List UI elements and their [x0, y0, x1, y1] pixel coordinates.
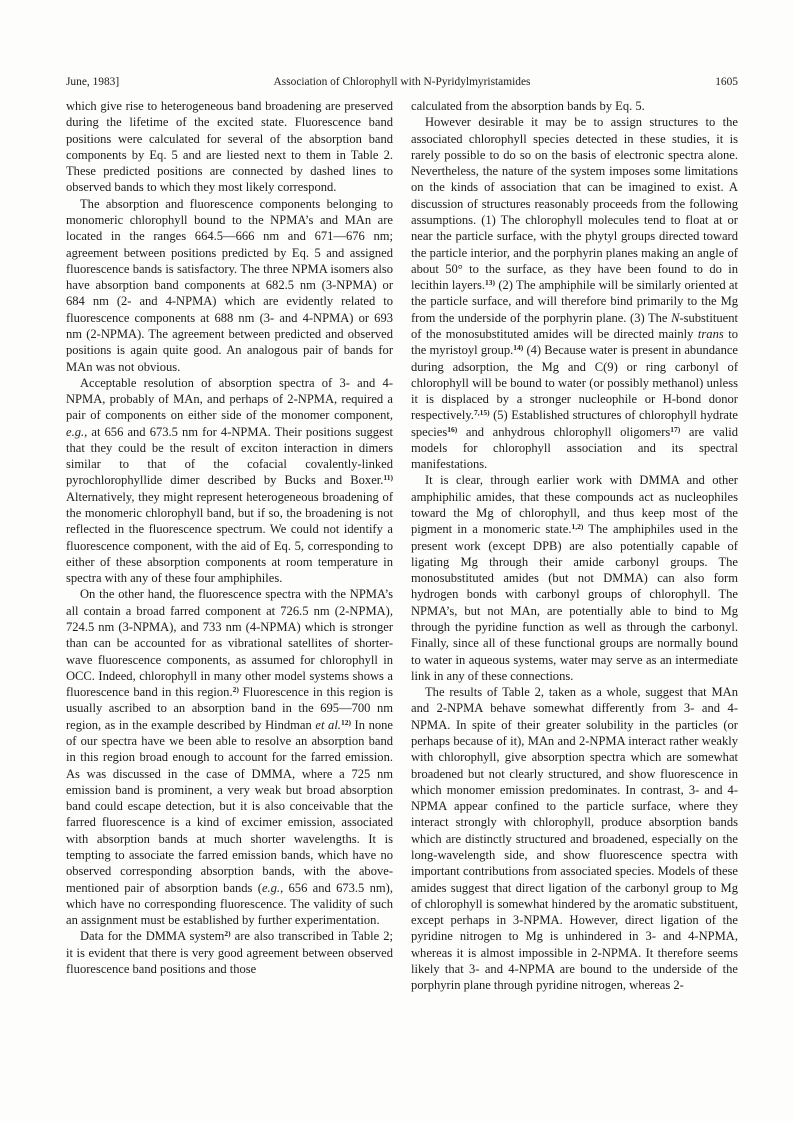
- reference-marker: 1,2): [571, 522, 584, 532]
- italic-text: e.g.: [66, 424, 85, 439]
- left-text-column: [66, 98, 393, 977]
- reference-marker: 13): [485, 278, 496, 288]
- text-run: calculated from the absorption bands by Eq. 5.: [411, 99, 645, 113]
- issue-date: June, 1983]: [66, 76, 120, 88]
- text-run: (2) The amphiphile will be similarly oriented at the particle surface, and will therefore bind primarily to the Mg from the underside of the porphyrin plane. (3) The: [411, 278, 738, 325]
- text-run: (4) Because water is present in abundance during adsorption, the Mg and C(9) or ring carbonyl of chlorophyll will be bound to water (or possibly methanol) unless it is displaced by a stronger nucleophile or H-bond donor respectively.: [411, 343, 738, 423]
- reference-marker: 11): [383, 473, 393, 483]
- reference-marker: 2): [224, 929, 231, 939]
- page-number: 1605: [715, 76, 738, 88]
- paragraph: [411, 684, 738, 993]
- text-run: The results of Table 2, taken as a whole, suggest that MAn and 2-NPMA behave somewhat differently from 3- and 4-NPMA. In spite of their greater solubility in the particles (or perhaps because of it), MAn and 2-NPMA interact rather weakly with chlorophyll, give absorption spectra which are somewhat broadened but not clearly structured, and show fluorescence in which monomer emission predominates. In contrast, 3- and 4-NPMA appear confined to the particle surface, where they interact strongly with chlorophyll, produce absorption bands which are distinctly structured and broadened, especially on the long-wavelength side, and show fluorescence spectra with important contributions from associated species. Models of these amides suggest that direct ligation of the carbonyl group to Mg of chlorophyll is somewhat hindered by the aromatic substituent, except perhaps in 3-NPMA. However, direct ligation of the pyridine nitrogen to Mg is unhindered in 3- and 4-NPMA, whereas it is almost impossible in 2-NPMA. It therefore seems likely that 3- and 4-NPMA are bound to the underside of the porphyrin plane through pyridine nitrogen, whereas 2-: [411, 685, 738, 993]
- text-run: Acceptable resolution of absorption spectra of 3- and 4-NPMA, probably of MAn, and perhaps of 2-NPMA, required a pair of components on either side of the monomer component,: [66, 375, 393, 423]
- paragraph: [66, 196, 393, 375]
- text-run: Data for the DMMA system: [80, 929, 225, 944]
- text-run: and anhydrous chlorophyll oligomers: [457, 424, 671, 439]
- italic-text: et al.: [315, 717, 341, 732]
- italic-text: N: [671, 310, 680, 325]
- reference-marker: 16): [447, 424, 458, 434]
- text-run: which give rise to heterogeneous band broadening are preserved during the lifetime of the excited state. Fluorescence band positions were calculated for several of the absorption band components by Eq. 5 and are liested next to them in Table 2. These predicted positions are connected by dashed lines to observed bands to which they most likely correspond.: [66, 99, 393, 195]
- paragraph: [411, 98, 738, 114]
- reference-marker: 7,15): [473, 408, 490, 418]
- running-header: [66, 74, 738, 90]
- text-run: , 656 and 673.5 nm), which have no corresponding fluorescence. The validity of such an assignment must be established by further experimentation.: [66, 880, 393, 928]
- paragraph: [411, 114, 738, 472]
- text-run: to the myristoyl group.: [411, 326, 738, 358]
- italic-text: trans: [697, 326, 724, 341]
- text-run: It is clear, through earlier work with DMMA and other amphiphilic amides, that these compounds act as nucleophiles toward the Mg of chlorophyll, and thus keep most of the pigment in a monomeric state.: [411, 473, 738, 537]
- text-run: Fluorescence in this region is usually ascribed to an absorption band in the 695—700 nm region, as in the example described by Hindman: [66, 685, 394, 732]
- text-run: On the other hand, the fluorescence spectra with the NPMA’s all contain a broad farred component at 726.5 nm (2-NPMA), 724.5 nm (3-NPMA), and 733 nm (4-NPMA) which is stronger than can be accounted for as vibrational satellites of shorter-wave fluorescence components, as assumed for chlorophyll in OCC. Indeed, chlorophyll in many other model systems shows a fluorescence band in this region.: [66, 587, 393, 700]
- paragraph: [66, 586, 393, 928]
- paragraph: [66, 98, 393, 196]
- reference-marker: 12): [340, 717, 351, 727]
- text-run: In none of our spectra have we been able to resolve an absorption band in this region broad enough to account for the farred emission. As was discussed in the case of DMMA, where a 725 nm emission band is prominent, a very weak but broad absorption band could escape detection, but it is also conceivable that the farred fluorescence is a kind of excimer emission, associated with absorption bands at much shorter wavelengths. It is tempting to associate the farred emission bands, which have no observed corresponding absorption bands, with the above-mentioned pair of absorption bands (: [66, 717, 394, 895]
- right-text-column: [411, 98, 738, 993]
- running-title: Association of Chlorophyll with N-Pyridylmyristamides: [273, 76, 531, 88]
- text-run: -substituent of the monosubstituted amides will be directed mainly: [411, 310, 738, 341]
- italic-text: e.g.: [261, 880, 281, 895]
- reference-marker: 14): [513, 343, 524, 353]
- text-run: (5) Established structures of chlorophyll hydrate species: [411, 408, 738, 439]
- paragraph: [66, 375, 393, 587]
- paragraph: [66, 928, 393, 977]
- paragraph: [411, 472, 738, 684]
- reference-marker: 2): [232, 685, 239, 695]
- text-run: are valid models for chlorophyll association and its spectral manifestations.: [411, 424, 738, 472]
- reference-marker: 17): [670, 424, 681, 434]
- text-run: , at 656 and 673.5 nm for 4-NPMA. Their positions suggest that they could be the result of exciton interaction in dimers similar to that of the cofacial covalently-linked pyrochlorophyllide dimer described by Bucks and Boxer.: [66, 424, 393, 488]
- text-run: The absorption and fluorescence components belonging to monomeric chlorophyll bound to the NPMA’s and MAn are located in the ranges 664.5—666 nm and 671—676 nm; agreement between positions predicted by Eq. 5 and assigned fluorescence bands is satisfactory. The three NPMA isomers also have absorption band components at 682.5 nm (3-NPMA) or 684 nm (2- and 4-NPMA) which are evidently related to fluorescence components at 688 nm (3- and 4-NPMA) or 693 nm (2-NPMA). The agreement between predicted and observed positions is again quite good. An analogous pair of bands for MAn was not obvious.: [66, 196, 393, 374]
- text-run: Alternatively, they might represent heterogeneous broadening of the monomeric chlorophyll band, but if so, the broadening is not reflected in the fluorescence spectrum. We could not identify a fluorescence component, with the aid of Eq. 5, corresponding to either of these absorption components at room temperature in spectra with any of these four amphiphiles.: [66, 489, 393, 586]
- text-run: However desirable it may be to assign structures to the associated chlorophyll species detected in these studies, it is rarely possible to do so on the basis of electronic spectra alone. Nevertheless, the nature of the system imposes some limitations on the kinds of association that can be imagined to exist. A discussion of structures reasonably proceeds from the following assumptions. (1) The chlorophyll molecules tend to float at or near the particle surface, with the phytyl groups directed toward the particle interior, and the porphyrin planes making an angle of about 50° to the surface, as they have been found to do in lecithin layers.: [411, 115, 738, 293]
- text-run: The amphiphiles used in the present work (except DPB) are also potentially capable of ligating Mg through their amide carbonyl groups. The monosubstituted amides (but not DMMA) can also form hydrogen bonds with carbonyl groups of chlorophyll. The NPMA’s, but not MAn, are potentially able to bind to Mg through the pyridine function as well as through the carbonyl. Finally, since all of these functional groups are normally bound to water in aqueous systems, water may serve as an intermediate link in any of these connections.: [411, 522, 738, 683]
- text-run: are also transcribed in Table 2; it is evident that there is very good agreement between observed fluorescence band positions and those: [66, 929, 393, 976]
